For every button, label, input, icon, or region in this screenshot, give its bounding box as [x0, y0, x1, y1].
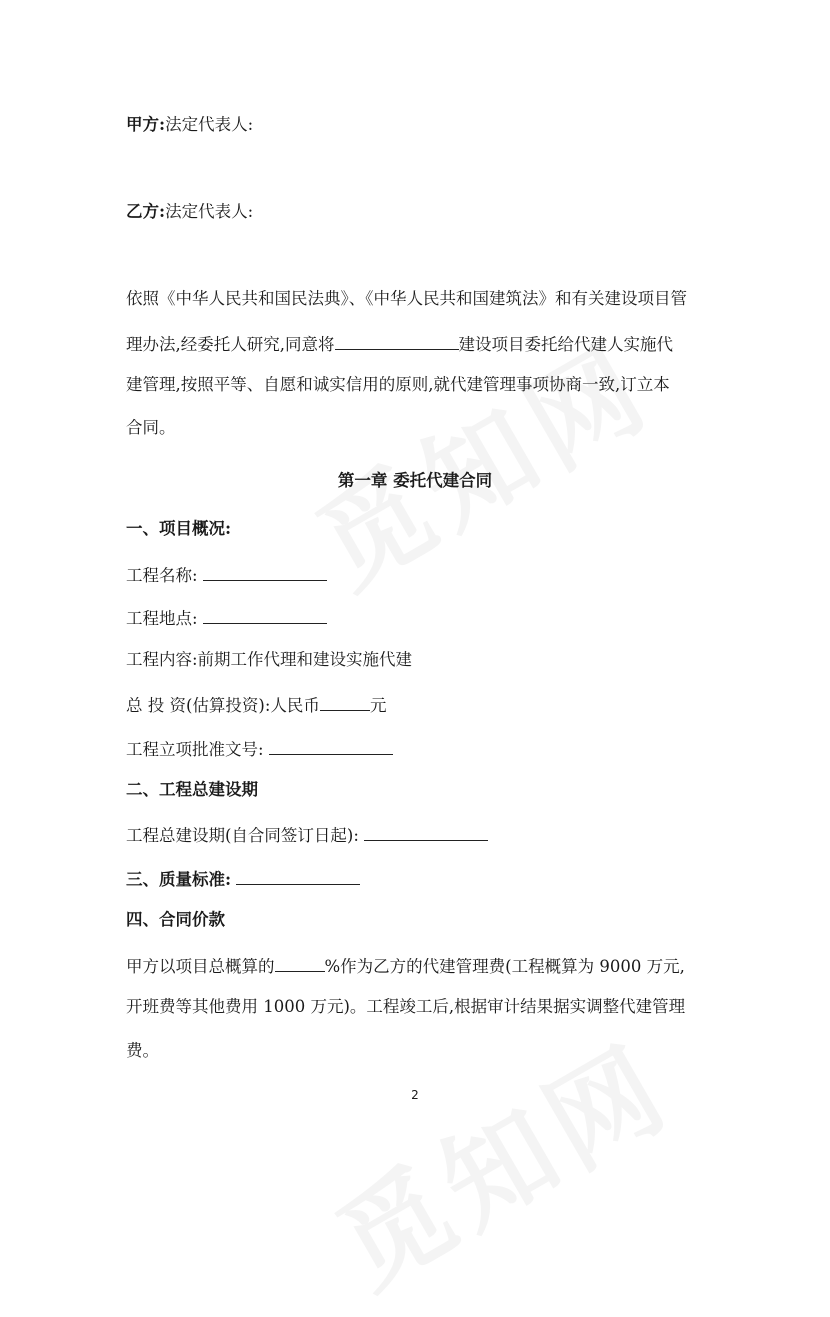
- price-line-1-post: %作为乙方的代建管理费(工程概算为 9000 万元,: [324, 957, 685, 976]
- price-line-1: [126, 953, 685, 978]
- investment-blank[interactable]: [320, 692, 370, 711]
- price-line-1-pre: 甲方以项目总概算的: [126, 957, 275, 976]
- party-a-line: [126, 114, 253, 136]
- section-2-heading: 二、工程总建设期: [126, 780, 258, 799]
- project-content-line: 工程内容:前期工作代理和建设实施代建: [126, 650, 413, 669]
- party-a-label: 甲方:: [126, 115, 166, 134]
- intro-line-4: 合同。: [126, 418, 176, 437]
- party-b-rep: 法定代表人:: [165, 202, 254, 221]
- project-name-line: [126, 562, 327, 587]
- period-blank[interactable]: [364, 822, 488, 841]
- price-line-3: 费。: [126, 1041, 159, 1060]
- chapter-title: 第一章 委托代建合同: [337, 471, 493, 490]
- price-line-2: 开班费等其他费用 1000 万元)。工程竣工后,根据审计结果据实调整代建管理: [126, 997, 686, 1016]
- period-label: 工程总建设期(自合同签订日起):: [126, 826, 359, 845]
- investment-line: [126, 692, 386, 717]
- intro-line-2-post: 建设项目委托给代建人实施代: [458, 335, 673, 354]
- intro-line-2: [126, 331, 673, 356]
- project-location-line: [126, 605, 327, 630]
- approval-no-blank[interactable]: [269, 736, 393, 755]
- fee-percent-blank[interactable]: [275, 953, 325, 972]
- section-1-heading: 一、项目概况:: [126, 519, 232, 538]
- intro-line-2-pre: 理办法,经委托人研究,同意将: [126, 335, 335, 354]
- page-number: 2: [411, 1088, 419, 1102]
- intro-line-1: 依照《中华人民共和国民法典》、《中华人民共和国建筑法》和有关建设项目管: [126, 289, 687, 308]
- intro-line-3: 建管理,按照平等、自愿和诚实信用的原则,就代建管理事项协商一致,订立本: [126, 375, 670, 394]
- approval-no-line: [126, 736, 393, 761]
- project-name-label: 工程名称:: [126, 566, 198, 585]
- project-location-label: 工程地点:: [126, 609, 198, 628]
- quality-blank[interactable]: [236, 866, 360, 885]
- project-blank[interactable]: [335, 331, 459, 350]
- party-b-label: 乙方:: [126, 202, 166, 221]
- watermark: [305, 1001, 696, 1317]
- section-3-heading: 三、质量标准:: [126, 870, 232, 889]
- section-4-heading: 四、合同价款: [126, 910, 225, 929]
- project-location-blank[interactable]: [203, 605, 327, 624]
- investment-label: 总 投 资(估算投资):人民币: [126, 696, 320, 715]
- project-name-blank[interactable]: [203, 562, 327, 581]
- approval-no-label: 工程立项批准文号:: [126, 740, 264, 759]
- period-line: [126, 822, 488, 847]
- party-b-line: [126, 201, 253, 223]
- section-3-line: [126, 866, 360, 891]
- party-a-rep: 法定代表人:: [165, 115, 254, 134]
- investment-unit: 元: [369, 696, 387, 715]
